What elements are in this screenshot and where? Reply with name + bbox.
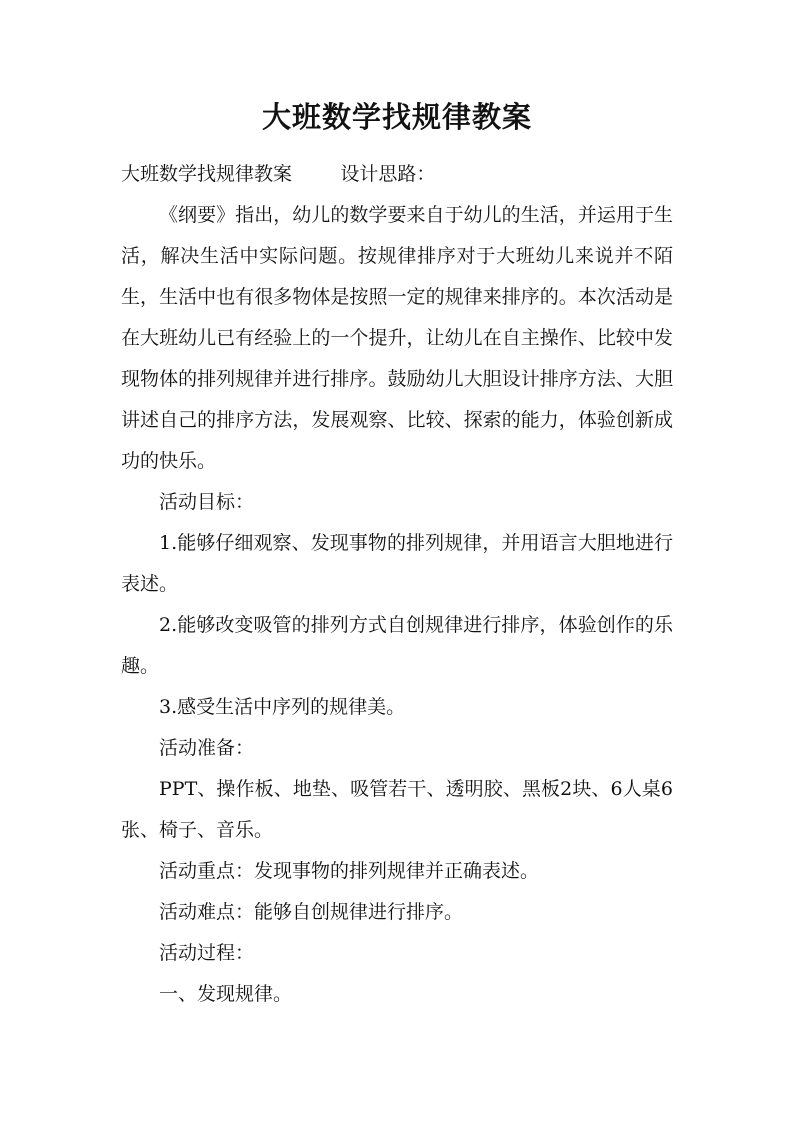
activity-difficulty: 活动难点：能够自创规律进行排序。 xyxy=(159,901,464,923)
heading-activity-process: 活动过程： xyxy=(159,942,255,964)
goal-item-2: 2.能够改变吸管的排列方式自创规律进行排序，体验创作的乐趣。 xyxy=(121,614,673,677)
goal-item-1: 1.能够仔细观察、发现事物的排列规律，并用语言大胆地进行表述。 xyxy=(121,532,673,595)
document-body xyxy=(121,195,673,1015)
goal-item-3: 3.感受生活中序列的规律美。 xyxy=(159,696,406,718)
document-title: 大班数学找规律教案 xyxy=(261,100,532,134)
heading-activity-goals: 活动目标： xyxy=(159,491,255,513)
paragraph-design-idea: 《纲要》指出，幼儿的数学要来自于幼儿的生活，并运用于生活，解决生活中实际问题。按规律排序对于大班幼儿来说并不陌生，生活中也有很多物体是按照一定的规律来排序的。本次活动是在大班幼儿已有经验上的一个提升，让幼儿在自主操作、比较中发现物体的排列规律并进行排序。鼓励幼儿大胆设计排序方法、大胆讲述自己的排序方法，发展观察、比较、探索的能力，体验创新成功的快乐。 xyxy=(121,204,673,472)
process-step-1: 一、发现规律。 xyxy=(159,983,293,1005)
preparation-list: PPT、操作板、地垫、吸管若干、透明胶、黑板2块、6人桌6张、椅子、音乐。 xyxy=(121,778,673,841)
document-subtitle: 大班数学找规律教案 设计思路： xyxy=(121,163,436,185)
activity-key-point: 活动重点：发现事物的排列规律并正确表述。 xyxy=(159,860,540,882)
heading-activity-preparation: 活动准备： xyxy=(159,737,255,759)
